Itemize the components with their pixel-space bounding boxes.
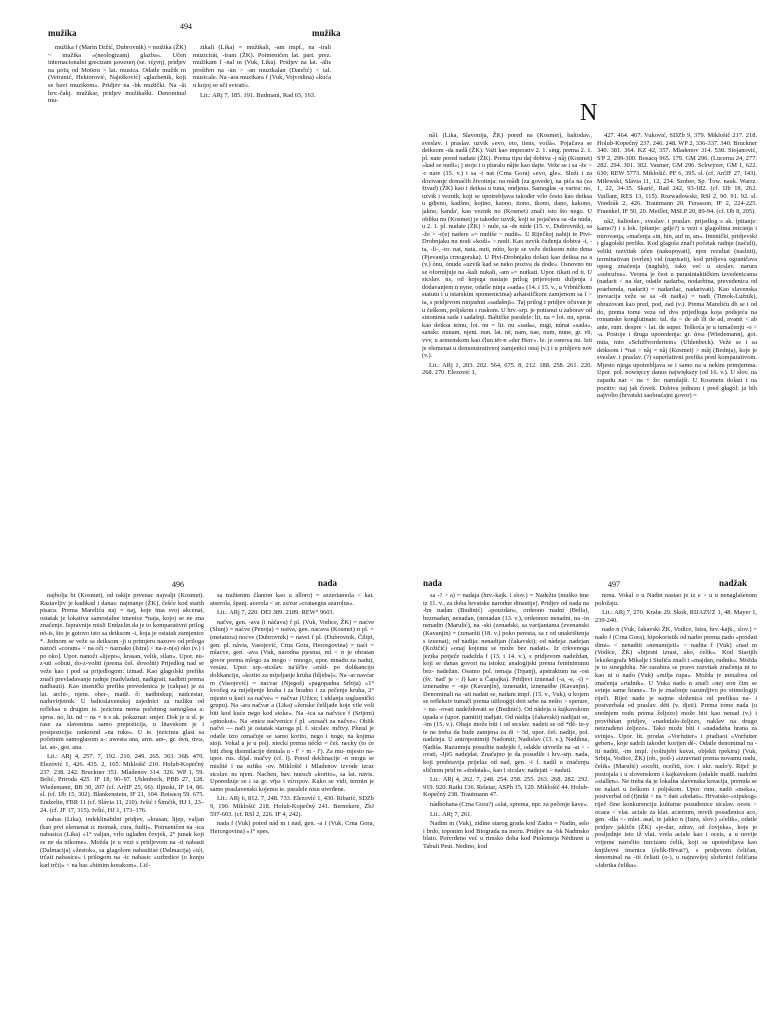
column-left	[48, 44, 186, 164]
entry-paragraph: Nadim m (Vuk), zidine starog grada kod Zadra = Nadin, selo i brdo, toponim kod Biograda na moru. Pridjev na -bk Nadinsko blato. Potvrđeno već u rimsko doba kod Ptolomeja Nēdinon u Tabuli Peut. Nedino, kod	[423, 820, 589, 850]
literature-paragraph: Lit.: ARj 6, 812. 7, 248. 733. Elezović 1, 430. Ribarić, SDZb 9, 190. Miklošič 218. Holub-Kopečný 241. Bernekere, ZbJ 597-603. (cf. RSl 2, 226. IF 4, 242).	[210, 795, 374, 818]
entry-paragraph: mužika f (Marin Držić, Dubrovnik) = mužika (ŽK) ~ mužika »(neologizam) glazba«. Učen internacionalni grecizam μουσική (se. τέχνη), pridjev na μοῦς od Μοῦσα > lat. musica. Odatle mužik m (Vetranić, Hektorović, Naješković) »glazbenik, koji se bavi muzikom«. Pridjev na -bk mužički. Na -ăi hrv.-čakj. mužikar, pridjev mužikaški. Denominal mu-	[48, 44, 186, 105]
literature-paragraph: 427. 464. 467. Vuković, SDZb 9, 379. Miklošič 217. 218. Holub-Kopečný 237. 246. 248. WP 2, 336-337. 340. Bruckner 340. 381. 364. KZ 42, 357. Mladenov 314. 538. Stojanović, S'P 2, 299-300. Bosacq 965. 179. GM 296. (Lucerna 24, 277. 282. 294. 301. 302. Vasmer, GM 296. Schwyzer, GM 1, 622. 630; REW 5773. Miklošič. PF 6, 395. sl. (cf. ArčIF 27, 143). Miłewski, Slávia 11, 12, 234. Szober, Sp. Ťow. nauk. Warsz. 1, 22, 34-35. Skarić, Rad 242, 93-182. (cf. IJb 18, 262. Vaillant, RES 13, 115). Rozwadowski, RSl 2, 90. 91. 92. sl. Vondrák 2, 426. Trautmann 20. Ferasson, IF 2, 224-225. Fraenkel, IF 50, 20. Meillet, MSLP 20, 89-94. (cf. IJb 8, 205).	[597, 132, 757, 215]
entry-paragraph: nȁ2, baltodav., sveslav. i praslav. prijedlog s ak. (pitanje: kamo?) i s lok. (pitanje: gdje?) u vezi s glagolima micanja i mirovanja, »mačenja »in, hin, auf m, an«. Imenički, pridjevski i glagolski prefiks. Kod glagola znači početak radnje (načuli), veliki razvitak učen (nakupovati), njen rezultat (nasluti), terminativan (svrlen) vid (napisati), kod pridjeva ograničava opseg značenja (naglub), tako već u stcslav. narura »subrufus«. Veoma je čest u parasintaktičkim izvedenicama (nadarit < na dar, odatle nadarba, nodarbina, prevedenica od praebenda, nadarit) = nadarilac, nadarivati). Kao slavenska inovacija veže se sa -dt nad(a) = nadi (Timok-Lužnik), obrazovan kao pred, pod, zad (v.). Prema Mareliću db se i od do, prema tome veza od dva prijedloga koja podsjeća na romanske konglutinate: tal. da < de ab ili de ad, avanti < ab ante, rum. despre < lat. de super. Teškoća je u tumačenju -o > -a. Postoje i druga uporedenja: gr. ἀνω (Wiedemann), got. nuta, nito »Schiffvordertein« (Uhlenbeck). Veže se i sa deiksom i *nai > nȁj = nȁj (Kosmet) > mȁj (Bednja), koje je sveslav. i praslav. (?) superlativni prefiks pred komparativom. Mjesto njega upotrebljava se i samo na u nekim primjerima. Upor. pol. nowięccy danus największy (od 16. v.). U slov. na zapadu nar < na + že: narmlajši. U Kosmetu dolazi i na pozitiv: naj jak čovek. Dobiva jednom i pred glagol: ja bih najvolio (hrvatski saobraćajni govor) =	[597, 217, 757, 400]
running-head-left: nada	[423, 578, 443, 588]
column-left	[423, 592, 589, 1018]
entry-paragraph: nabas (Lika), indeklinabilni pridjev, »krasan, lijep, valjan (kao prvi elemenat u: momak, cura, fudi)«. Poimeničen na -ica nabasica (Lika) »1° valjan, vrlo uglađen čovjek, 2° junak koji se ne da nikome«. Možda je u vezi s pridjevom na -it nabasit (Dalmacija) »žestok«, sa glagolom nabasitise (Dalmacija) »ići, trčati nabasice« i prilogom na -ic nabasic »uzbrdice (o konju kad trči)« < na bas »bitnim korakom«. Lič-	[40, 816, 204, 869]
column-right	[210, 592, 374, 1018]
section-letter: N	[580, 100, 598, 126]
page-number: 497	[608, 580, 620, 589]
page-497	[393, 570, 765, 1020]
literature-paragraph: Lit.: ARj 7, 220. DEI 389. 2189. REW° 9603.	[217, 609, 335, 617]
page-494	[10, 10, 370, 175]
entry-paragraph: nàdbohana (Crna Gora?) »slat, sprema, npr. za pečenje kave«.	[430, 801, 589, 809]
page-495	[392, 10, 762, 400]
literature-paragraph: Lit.: ARj 1, 203. 202. 564, 675. 8, 212. 188. 258. 261. 220. 268. 270. Elezović 1,	[422, 361, 592, 377]
entry-paragraph: najbolja bi (Kosmet), od rakije prvenac najvalji (Kosmet). Rastavljiv je kadikad i danas: najmanje (ŽK), češće kod starih pisaca. Prema Mareliću naj = naj, koje ima svoj akcenat, ostatak je lokativa samostalne imenice *naja, kojoj se ne zna značenje. Ispravnije misli Endzelin da je to komparativni prilog nō-is, što je gotovo isto sa deiksom -i, koja je ostatak zamjenice *. Jednom se veže sa deiksom -ji u primjeru nazuvo od priloga nazoči «coram» < na oči ~ naznako (Istra) < na-z-n(a) oko (v.) i po oko]. Upor. nanoči »lijepo«, krasan, velik, silan«. Upor. nu-z-uti »obuti, do-z-voliti (prema češ. dovoliti) Prijedlog nad se veže kao i pod sa prijedlogom: izmad. Kao glagolski prefiks znači prevladavanje radnje (nadvladati, nadigrati, nadbiti prema nadbauti). Kao imenički prefiks prevedenica je (calque) je za lat. archi-, njem. ober-, madž. ő: nadbiskup, nadcestar, naduvirjetnik. U baltoslavenskoj zajednici za razliku od refleksa u drugim ie. jezicima nema početnog samoglasa a: sprus. no, lit. nd ~ na = n s ak. pokaznat: smjer. Dok je u sl. je rase za slavenima samo prepozicija, u litavskom je i postpozicija: rankosnd »na ruke«. U ie. jezicima glasi sa početnim samoglasom a-: awesta ana, arm. am-, gr. ἀνά, ἀνω, lat. an-, got. ana.	[40, 592, 204, 751]
running-head-right: nadžak	[719, 578, 748, 588]
column-left	[422, 132, 592, 382]
literature-paragraph: Lit.: ARj 7, 185. 191. Budmani, Rad 65, 163.	[200, 91, 316, 99]
entry-paragraph: načve, gen. -ava (i nàčava) f pl. (Vuk, Vodice, ŽK) = naćve (Slunj) = naćve (Penoja) = naiva, gen. nacava (Kosmet) n pl. = (metateza) nocve (Dubrovnik) = navei f pl. (Dubrovnik, Čilipi, gen. pl. nàvia, Vasojević, Crna Gora, Hercegovina) = naći = mlaćve, gen. -ava (Vuk, narodna pjesma, ml < n je obratan govor prema mlogo za mogo < mnogo, upor. mnadu za nadu), vesiau. Upor. srp.-stcslav. na'tȁ'hv »mld- po dolikanciju dolikanciju, »korito za mijeljanje kruha (hljeba)«. Na -ar navćar m (Vasojević) = nacvar (Njegoš) »pagopadna Srbija) »1° kvočeg za mijeljenje kruha i za bradno i za pečenje kruha, 2° mjesto u kući za načve« = načvar (Užice; i uklanja suglasnički grupu). Na -ara načvar a (Lika) »ženske češljade koje vile voli biti kod kuće nego kod stoke«. Na -ica sa načvice f (Srijem) »ptnokot«. Na -enice načvenice f pl. »nosači za načve«. Oblik načvi — nači je ostatak staroga pl. f. stcslav. mčtvy. Plural je odatle izto označuje se samo korito, nego i noge, na kojima stoji. Vokal a je u polj. niecki prema nécki = češ. necky (to će biti zbog disimilacije dentala n - f' > m - f'). Za mu- mjesto na- upor. rus. dijal. mačvy (cf. ĭ). Pored deklinacije -n mogu se mislité i na sufiks -ov. Miklošič i Mladenov izvode izraz stcslav. ns njem. Nachen, bav. nuesch »korito«, sa lat. nāvis. Uporediuje se i sa gr. νῆω i νέπτρον. Kako se vidi, termin je samo praslavenski kojemu ie. paralele nisu utvrđene.	[210, 618, 374, 793]
entry-paragraph: nado n (Vuk, čakavski ŽK, Vodice, Istra, hrv.-kajk., slov.) = nado f (Crna Gora), hipokoristik od nadio prema nado »prodati dimi« < nenaditi »nenamijeti« > nadita f (Vuk) »nad m (Vodice, ŽK) »bijesni izrast, ako, ćelik«. Kod Starijih leksikografa Mikalje i Stulića znači i »majdan, rudnik«. Možda je to sinegdoha. Ne razabira se pravo razvitak značenja ni to kao ni u nado (Vuk) »milja rupa«. Možda je metafora od značenja »rudnik«. U Vuka nado n znači »nej eon čim se svinje same hrane«. To je značenje razumljivo po etimologiji riječi. Riječ nado je najme složenica od prefiksa na- i postverbala od praslav. dēti (v. djeti). Prema tome nada (u srednjem rodu prema željezo) može biti kao nenad (v.) i provibitan pridjev, »nadodalo-željezo, naklav na drugo neizrađeno željezo«. Tako može biti i »nadadeha hrana za svinje«. Upor. lit. prodas »Vorfutter« i pradiaoi »Vorfutter geben«, koje sadrži također korijen dě-. Odatle denominal na -iti nadiṫi, -im impf. (voltujebi kuvat, objekti rpekiru) (Vuk, Srbija, Vodice, ŽK) (ob., pod-) »izravnati prema novamu nadu, čelik« (Marulić) »ocelit, ocečiti, ćov. i ukr. nado'y. Riječ je postojala i u slovenskom i kajkavskom (odakle madž. nadolni »stallen«. Ne treba da je lokalna slavenska kreacija, premda se ne nalazi u češkom i poljskom. Upor. rum. nadō »meka«, postverbal od (f)ndàt < na + dati »dodati«. Hrvatsko-»zipskog« riječ čine konkurenciju kulturne posuđenice stcslav. oceis > ocaea < vlat. aciale za klat. acierium, novih posuđenica aco, gen. -đla <- mlet. asal, te jakko n (Istra, slov.) »ćelik«, odatle pridjev jakličn (ŽK) »je-dar, zdrav, od čovjeka«, koje je posljednje isto tž vlat. vrela aciale kao i oceis, a u novije vrijeme naročito turcizam ćelik, koji se upotrebljava kao književni imenica (ćelik-Hrvat?), s pridjevom čeličan, denominal na -iti čeliati (o-), u najnovijoj složenici čeličana »fabrika čelika«.	[595, 626, 757, 869]
literature-paragraph: Lit.: ARj 7, 261.	[430, 810, 472, 818]
column-right	[193, 44, 331, 164]
entry-paragraph: sa tražtenim članom kao u alloro) = azzeriamola < kat. atserola, španj. acerola < ar. zu'rur »crataegus azarolus«.	[210, 592, 374, 607]
page-number: 494	[180, 22, 192, 31]
entry-paragraph: sa -? > a) = nadaja (hrv.-kajk. i slov.) = Nadežta (muško ime iz 11. v., za doba hrvatske narodne dinastije). Pridjev od nada na -bn nadan (Budinić) »pouzdan«, ordeono nadni (Bella), bezmadan, nenadan, (nenadan (13. v.), ordeonoo nenadni, na -in nenadin (Marulić), na -ski (zenadski, sa varijantama (zvenanski (Kavanjin) = (zenaršti (18. v.) poko peresta, sa r od unakrištenja s izuenat), od nàdija: nenadijan (čakavski); od nàdeja: nadejan (Kožičić) »onaj kojemu se može bez nadati«. Iz crkvenoga jezika potječe nadežda f (13. i 14. v.), s pridjevom nadeždan, koji se danas govori na istoku; analogijski prema femininumu bez- nadežan. Osamo pol. nenaja (Trpanj), apstraktum na -ost (šv. 'nad' je > f) kao u Čapajka). Pridjevi iznenad (-a, -e, -i) = iznenadne = -nje (Kavanjin), iznenatki, iznenadbe (Kavanjin). Denominali na -ati nadati se, nadam impf. (15. v., Vuk), u kojem se refleksiv tumači prema utiloogiji deti sebe na nešto > sperare, > na- -ovati nadeždovati se (Budinić). Od nàdeja u kajkavskom upada e (upor. pamtiti) nadjati. Od nàdija (čakavski) nadijati se, -im (15. v.). Obaje može biti i od stcslav. nadeti se od *dě- te-y te ne treba da bude zamjena za di > 3d, upor. češ. nadije, pol. nadzieja. U antroponimiji Nadomir, Nadislav (13. v.), Nadihna, Nadiša. Razumuju posudite nadejde f, odakle utvorile na -at < -ovati, -JjiG nadejdat. Značajno je da posudile i hrv.-srp. nada, koji predstavija prijelaz od nad, gen. -i f. nadil u značenju sličnom prid m »dodatak«, kao i stcslav. nadejati > nadati.	[423, 592, 589, 774]
entry-paragraph: nada f (Vuk) pored nád m i nad, gen. -a f (Vuk, Crna Gora, Hercegovina) »1° spes,	[210, 820, 374, 835]
column-right	[597, 132, 757, 400]
literature-paragraph: Lit.: ARj 7, 270. Krahe 29. Skok, RIJAZUZ 1, 48. Mayer 1, 239-240.	[595, 609, 757, 624]
page-496	[10, 570, 385, 1020]
column-left	[40, 592, 204, 1018]
column-right	[595, 592, 757, 1018]
literature-paragraph: Lit.: ARj 4, 257. 7, 192. 210. 249. 265. 363. 368. 470. Elezović 1, 426. 435. 2, 165. Miklošič 210. Holub-Kopečný 237. 238. 242. Bruckner 351. Mladenov 314. 326. WP 1, 59. Belić, Priroda 425. JF 18, 96–97. Uhlenbeck, PBB 27, 128. Wiedemann, BB 30, 207 (cf. ArčIF 25, 66). Iljinski, IF 14, 86. sl. (cf. IJb 15, 302). Blankenstein, IF 21, 104. Boisacq 59. 675. Endzelin, FBR 11 (cf. Slávia 11, 210). Ivšić i Šimčik, HJ 1, 23–24. (cf. JF 17, 315). Ivšić, HJ 1, 173–176.	[40, 753, 204, 814]
running-head-right: nada	[318, 578, 338, 588]
running-head-left: mužika	[48, 28, 77, 38]
running-head-right: mužika	[312, 28, 341, 38]
page-number: 496	[172, 580, 184, 589]
literature-paragraph: Lit.: ARj 4, 262. 7, 248. 254. 258. 255. 263. 268. 282. 292. 919. 920. Raiki 136. Reletar, ASPh 15, 120. Miklošič 44. Holub-Kopečný 238. Trautmann 47.	[423, 776, 589, 799]
entry-paragraph: nona. Vokal o u Nadin nastao je iz e > u u nenaglašenom položaju.	[595, 592, 757, 607]
entry-paragraph: zikali (Lika) = mužikali, -am impf., na -irali muzicirāt, -iram (ŽK). Poimeničen lat. part. prez. mužikam f -nal m (Vuk, Lika). Pridjev na lat. -ālis prošiřen na -ān > -an muzikalan (Dančić) < tal. musicale. Na -ara muzikara f (Vuk, Vojvodina) »kuća u kojoj se uči svirati«.	[193, 44, 331, 89]
entry-paragraph: nȁ1 (Lika, Slavonija, ŽK) poređ na (Kosmet), baltodav., sveslav. i praslav. uzvik »evo, eto, tiens, voilà«. Pojačava se deiksom -da nadȁ (ŽK). Važi kao imperativ 2. 1. sing. prema 2. 1. pl. nate pored nadate (ŽK). Prema tipu daj dobiva -j nȁj (Kosmet) »kad se nudi«; j stoje i u pluralu nȁjte kao dajte. Veže se i sa -že > -r nare (15. v.) i sa -t nat (Crna Gora) »evo, gle«. Služi i za dozivanje domaćih životinja: na mȁđi (za govede), na pića na (za živad) (ŽK) kao i deiksa u tuna, ondjena. Samoglas -a varira: no, uzvik i veznik, koji se upotrebljava također vrlo često kao deiksa u gđjeno, kadšno, kojino, kaono, ttono, tkono, dano, kakono, jakno, kanda', kao veznik no (Kosmet) znači isto što nego. U obliku nu (Kosmet) je također uzvik, koji se pojačava sa -da nuda, u 2. 1. pl. nudate (ŽK) > nule, sa -de núde (15. v., Dubrovnik), sa -že > -r(e) nadere »= nudiše ~ nudit«. U Riječkoj nahiji te Pivi-Drobnjaku nu nodi »kodi« > nodi. Kao uzvik čuđenja dobiva -t, -ta, -li-, -to: nat, nata, nuti, núto, koje se veže deiksom núto dena (Pjevanija crnogorska). U Pivi-Drobnjaku dolazi kao deiksa na a (v.) ònu, ònude »uzvik kad se neko poziva da dođe«. Osnovno nu se oformljuje na -kali nukali, -am »= nutkati. Upor. tikati od ti. U stcslav. ns, od kojega nastaje prilog prijevojem duljenja i dodavanjem n nyne, odatle ninja »sada« (14. i 15. v., u Vrbničkom statutu i u istarskim spomenicima) arhaističkom zamjenom sa ĭ > ia, s pridjevom ninjashni »sadašnji«. Taj prilog i pridjev očuvan je u češkom, poljskom i ruskom. U hrv.-srp. je potisnut u zaborav od sinonima sada i sadašnji. Baltičke paralele: lit. na = lot. nu, sprus. kao deiksa teinu, lot. nu = lit. nu »sada«, nugi, núnai »sada«, sanskr. nunam, njem. nun. lat. nē, nam, nae, num, nune, gr. νῦ, vvv, u armenskom kao člun tër-n »der Herr«. Ie. je osnova nu. Isti je elemenat u demonstrativnoj zamjenici onaj (v.) i u pridjevu nov (v.).	[422, 132, 592, 360]
